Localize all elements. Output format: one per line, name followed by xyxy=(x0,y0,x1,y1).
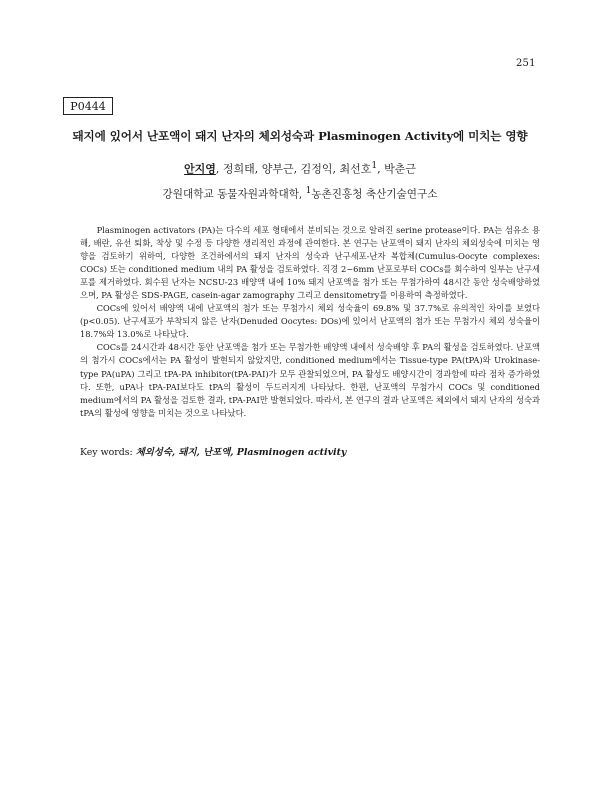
affiliation-main: 강원대학교 동물자원과학대학, xyxy=(162,188,306,201)
abstract-body xyxy=(80,224,540,420)
keywords-label: Key words: xyxy=(80,447,136,458)
presenting-author: 안지영 xyxy=(183,162,216,176)
affiliation-secondary: 농촌진흥청 축산기술연구소 xyxy=(311,188,438,201)
abstract-paragraph-1: Plasminogen activators (PA)는 다수의 세포 형태에서 분비되는 것으로 알려진 serine protease이다. PA는 섬유소 용해, 배란, 유선 퇴화, 착상 및 수정 등 다양한 생리적인 과정에 관여한다. 본 연구는 난포액이 돼지 난자의 체외성숙에 미치는 영향을 검토하기 위하여, 다양한 조건하에서의 돼지 난자의 성숙과 난구세포-난자 복합체(Cumulus-Oocyte complexes: COCs) 또는 conditioned medium 내의 PA 활성을 검토하였다. 직경 2~6mm 난포로부터 COCs를 회수하여 일부는 난구세포를 제거하였다. 회수된 난자는 NCSU-23 배양액 내에 10% 돼지 난포액을 첨가 또는 무첨가하여 48시간 동안 성숙배양하였으며, PA 활성은 SDS-PAGE, casein-agar zamography 그리고 densitometry를 이용하여 측정하였다. xyxy=(80,225,540,301)
affiliation xyxy=(40,186,560,202)
affiliation-mark: 1 xyxy=(305,186,312,196)
paper-title: 돼지에 있어서 난포액이 돼지 난자의 체외성숙과 Plasminogen Activity에 미치는 영향 xyxy=(72,129,528,143)
keywords-terms: 체외성숙, 돼지, 난포액, Plasminogen activity xyxy=(135,447,347,458)
author-list xyxy=(40,160,560,177)
abstract-paragraph-2: COCs에 있어서 배양액 내에 난포액의 첨가 또는 무첨가시 체외 성숙율이 69.8% 및 37.7%로 유의적인 차이를 보였다(p<0.05). 난구세포가 부착되지 않은 난자(Denuded Oocytes: DOs)에 있어서 난포액의 첨가 또는 무첨가시 체외 성숙율이 18.7%와 13.0%로 나타났다. xyxy=(80,303,540,340)
last-author: , 박춘근 xyxy=(377,162,417,176)
poster-code-box: P0444 xyxy=(63,97,113,115)
page-number: 251 xyxy=(516,58,536,69)
keywords xyxy=(80,444,346,458)
co-authors: , 정희태, 양부근, 김정익, 최선호 xyxy=(215,162,372,176)
abstract-paragraph-3: COCs를 24시간과 48시간 동안 난포액을 첨가 또는 무첨가한 배양액 내에서 성숙배양 후 PA의 활성을 검토하였다. 난포액의 첨가시 COCs에서는 PA 활성이 발현되지 않았지만, conditioned medium에서는 Tissue-type PA(tPA)와 Urokinase-type PA(uPA) 그리고 tPA-PA inhibitor(tPA-PAI)가 모두 관찰되었으며, PA 활성도 배양시간이 경과함에 따라 점차 증가하였다. 또한, uPA나 tPA-PAI보다도 tPA의 활성이 두드러지게 나타났다. 한편, 난포액의 무첨가시 COCs 및 conditioned medium에서의 PA 활성을 검토한 결과, tPA-PAI만 발현되었다. 따라서, 본 연구의 결과 난포액은 체외에서 돼지 난자의 성숙과 tPA의 활성에 영향을 미치는 것으로 나타났다. xyxy=(80,342,540,418)
author-affiliation-mark: 1 xyxy=(371,160,378,171)
